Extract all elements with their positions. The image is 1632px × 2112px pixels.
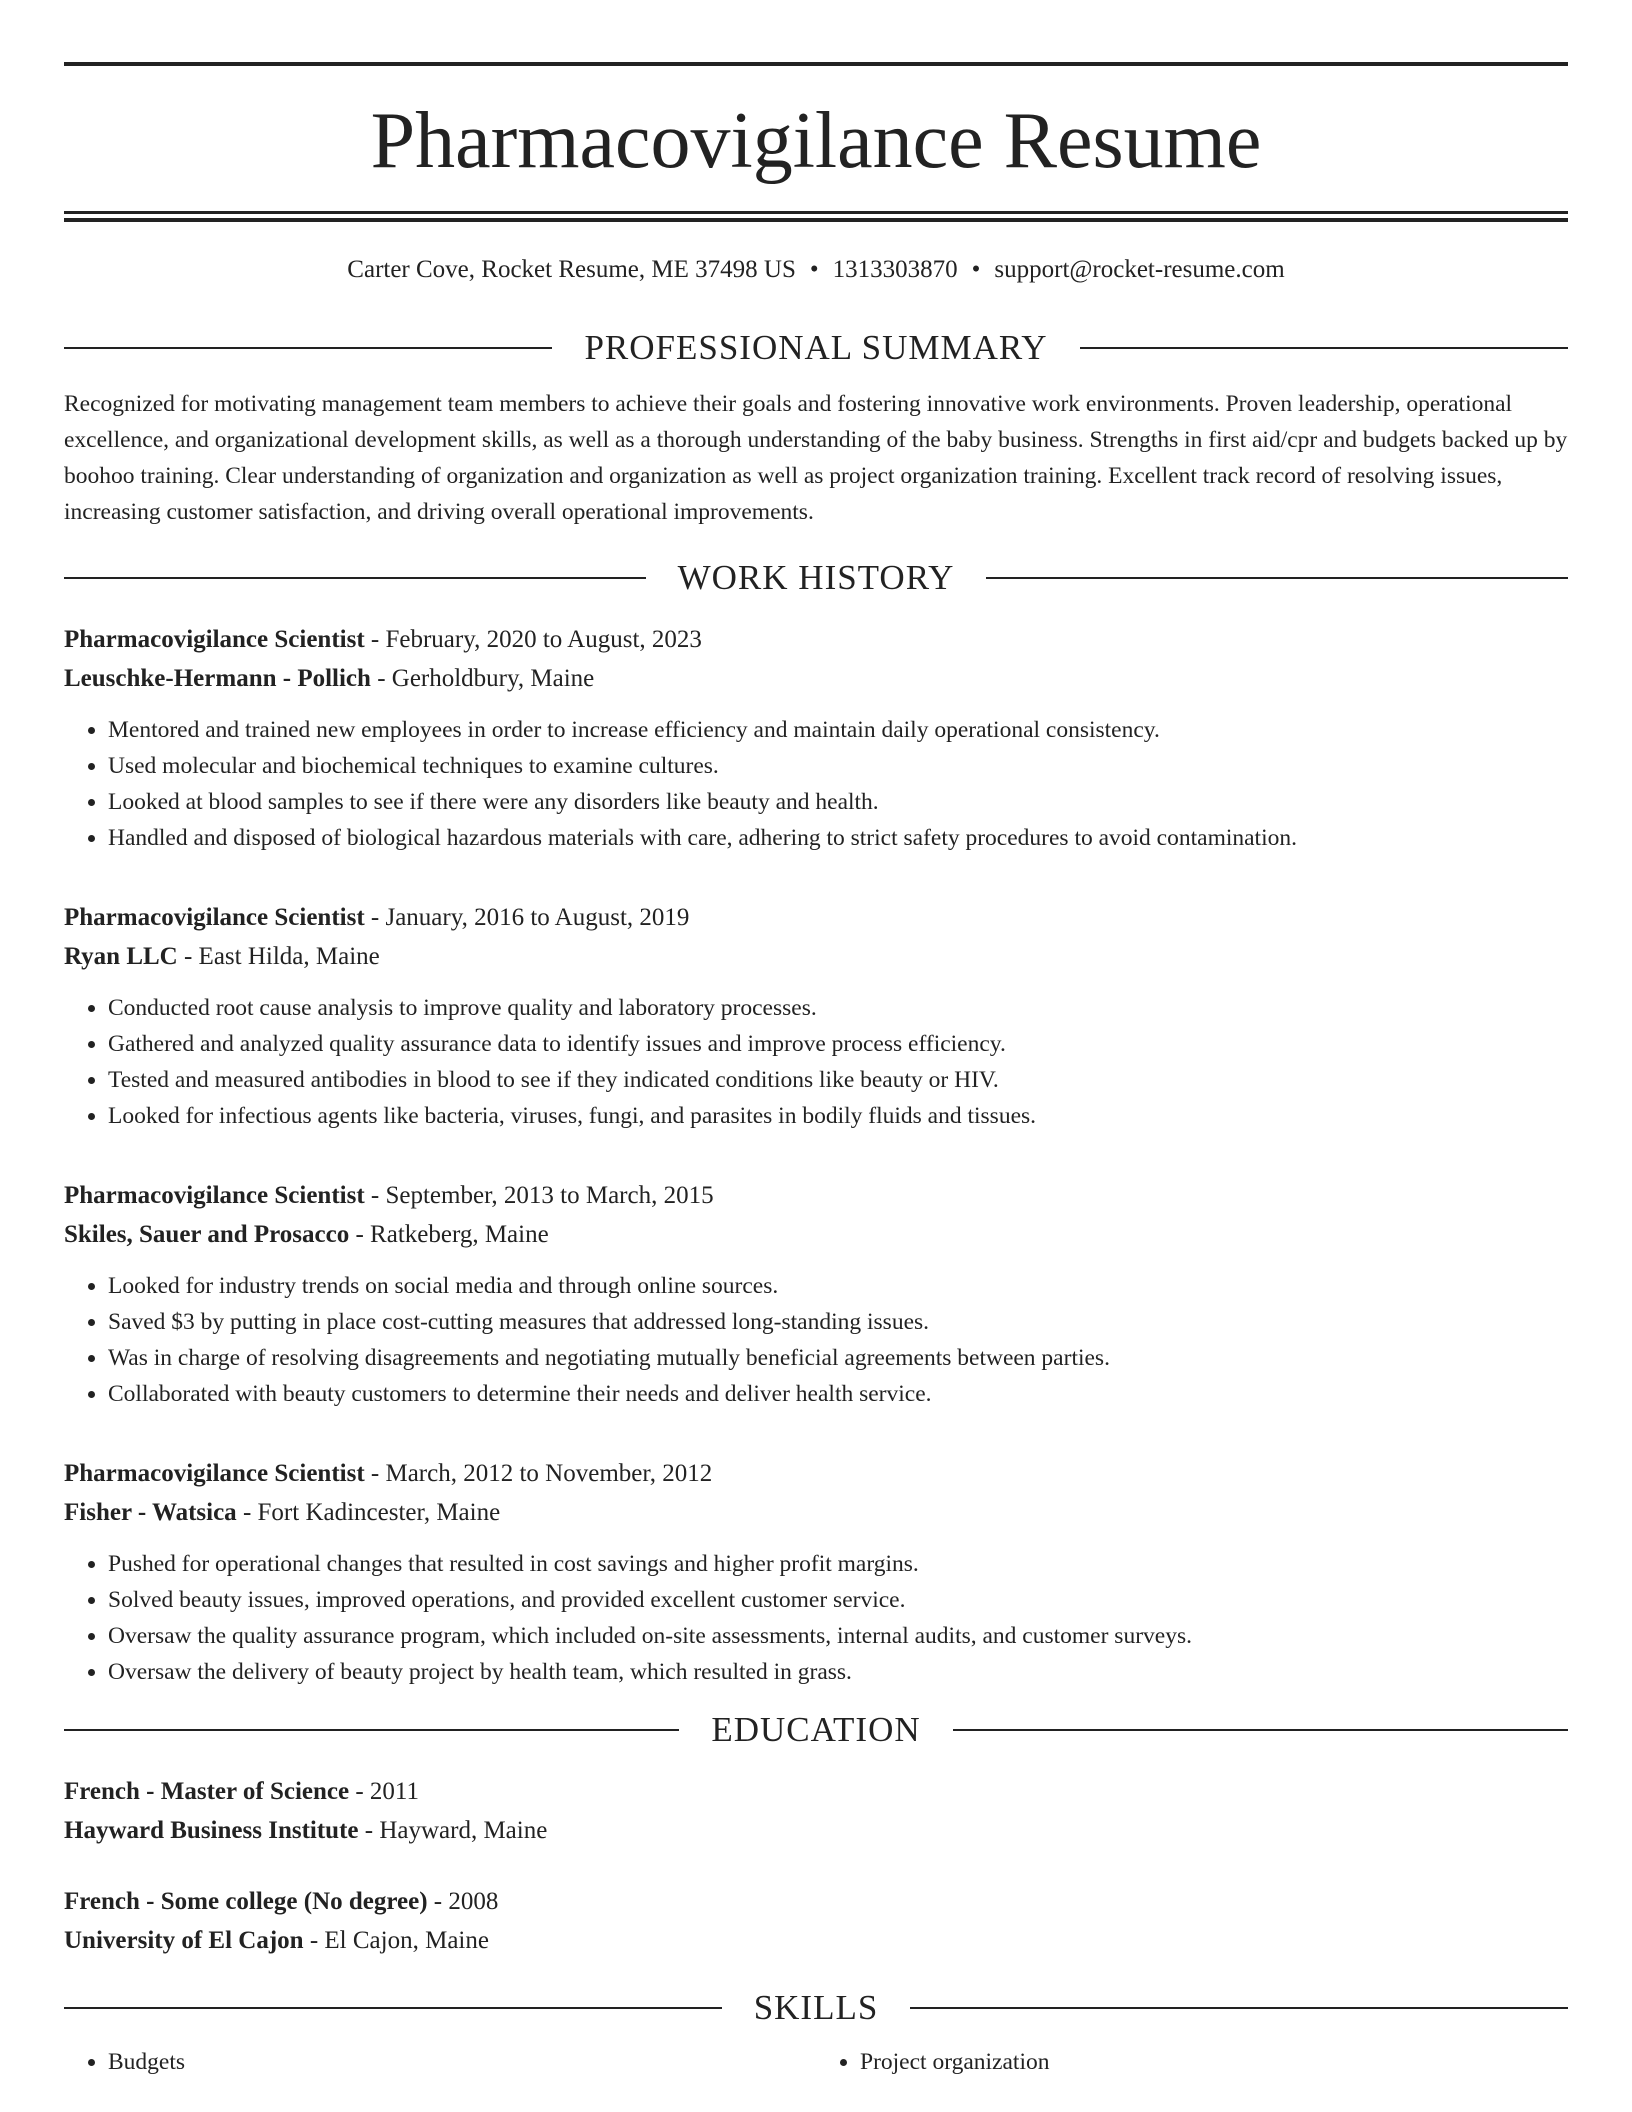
list-item: • Oversaw the quality assurance program, which included on-site assessments, internal audits, and customer surveys. — [108, 1618, 1568, 1654]
job-location: - Ratkeberg, Maine — [349, 1221, 549, 1248]
job-title-line — [64, 1176, 1568, 1215]
job-dates: - September, 2013 to March, 2015 — [364, 1182, 714, 1209]
contact-phone: 1313303870 — [832, 256, 958, 283]
list-item: • Saved $3 by putting in place cost-cutting measures that addressed long-standing issues. — [108, 1304, 1568, 1340]
list-item: • Oversaw the delivery of beauty project by health team, which resulted in grass. — [108, 1654, 1568, 1690]
education-degree-line — [64, 1882, 1568, 1921]
job-bullets — [64, 990, 1568, 1134]
contact-separator: • — [971, 256, 981, 283]
education-location: - El Cajon, Maine — [303, 1927, 489, 1954]
education-entry — [64, 1772, 1568, 1850]
job-title: Pharmacovigilance Scientist — [64, 1182, 365, 1209]
section-heading-skills — [64, 1988, 1568, 2028]
education-location: - Hayward, Maine — [358, 1817, 548, 1844]
education-degree-line — [64, 1772, 1568, 1811]
job-entry — [64, 620, 1568, 856]
divider — [986, 577, 1568, 579]
education-degree: French - Master of Science — [64, 1778, 350, 1805]
resume-page — [64, 0, 1568, 2080]
education-school-line — [64, 1921, 1568, 1960]
education-school-line — [64, 1811, 1568, 1850]
job-entry — [64, 1454, 1568, 1690]
list-item: • Solved beauty issues, improved operations, and provided excellent customer service. — [108, 1582, 1568, 1618]
list-item: • Looked at blood samples to see if there were any disorders like beauty and health. — [108, 784, 1568, 820]
section-label: EDUCATION — [711, 1710, 921, 1749]
job-company-line — [64, 1215, 1568, 1254]
education-school: University of El Cajon — [64, 1927, 304, 1954]
section-heading-work — [64, 558, 1568, 598]
job-dates: - February, 2020 to August, 2023 — [364, 626, 702, 653]
list-item: • Looked for industry trends on social media and through online sources. — [108, 1268, 1568, 1304]
section-label: WORK HISTORY — [677, 558, 955, 597]
list-item: • Handled and disposed of biological hazardous materials with care, adhering to strict safety procedures to avoid contamination. — [108, 820, 1568, 856]
divider — [64, 2007, 722, 2009]
divider — [64, 347, 552, 349]
list-item: • Conducted root cause analysis to improve quality and laboratory processes. — [108, 990, 1568, 1026]
skill-item: • Project organization — [860, 2044, 1568, 2080]
skills-list — [64, 2044, 1568, 2080]
job-company: Ryan LLC — [64, 943, 178, 970]
job-title: Pharmacovigilance Scientist — [64, 626, 365, 653]
divider — [64, 577, 646, 579]
contact-address: Carter Cove, Rocket Resume, ME 37498 US — [347, 256, 796, 283]
list-item: • Mentored and trained new employees in order to increase efficiency and maintain daily operational consistency. — [108, 712, 1568, 748]
list-item: • Gathered and analyzed quality assurance data to identify issues and improve process efficiency. — [108, 1026, 1568, 1062]
job-title-line — [64, 620, 1568, 659]
top-rule — [64, 62, 1568, 66]
skills-column-right — [816, 2044, 1568, 2080]
list-item: • Used molecular and biochemical techniques to examine cultures. — [108, 748, 1568, 784]
job-company-line — [64, 1493, 1568, 1532]
skill-item: • Budgets — [108, 2044, 816, 2080]
title-double-rule — [64, 211, 1568, 222]
education-year: - 2008 — [427, 1888, 499, 1915]
job-title: Pharmacovigilance Scientist — [64, 1460, 365, 1487]
section-heading-education — [64, 1710, 1568, 1750]
job-company-line — [64, 937, 1568, 976]
contact-line — [64, 256, 1568, 292]
contact-separator: • — [809, 256, 819, 283]
job-company: Skiles, Sauer and Prosacco — [64, 1221, 350, 1248]
page-title: Pharmacovigilance Resume — [370, 97, 1262, 185]
job-location: - East Hilda, Maine — [177, 943, 380, 970]
list-item: • Pushed for operational changes that resulted in cost savings and higher profit margins. — [108, 1546, 1568, 1582]
section-label: SKILLS — [753, 1988, 879, 2027]
job-company-line — [64, 659, 1568, 698]
education-year: - 2011 — [349, 1778, 420, 1805]
job-bullets — [64, 712, 1568, 856]
education-school: Hayward Business Institute — [64, 1817, 359, 1844]
job-entry — [64, 898, 1568, 1134]
list-item: • Tested and measured antibodies in blood to see if they indicated conditions like beauty or HIV. — [108, 1062, 1568, 1098]
job-dates: - March, 2012 to November, 2012 — [364, 1460, 713, 1487]
job-company: Fisher - Watsica — [64, 1499, 237, 1526]
job-bullets — [64, 1546, 1568, 1690]
job-company: Leuschke-Hermann - Pollich — [64, 665, 371, 692]
job-title-line — [64, 1454, 1568, 1493]
divider — [1080, 347, 1568, 349]
list-item: • Was in charge of resolving disagreements and negotiating mutually beneficial agreements between parties. — [108, 1340, 1568, 1376]
job-location: - Fort Kadincester, Maine — [236, 1499, 501, 1526]
list-item: • Looked for infectious agents like bacteria, viruses, fungi, and parasites in bodily fluids and tissues. — [108, 1098, 1568, 1134]
job-bullets — [64, 1268, 1568, 1412]
skills-column-left — [64, 2044, 816, 2080]
job-entry — [64, 1176, 1568, 1412]
summary-text: Recognized for motivating management team members to achieve their goals and fostering innovative work environments. Proven leadership, operational excellence, and organizational development skills, as well as a thorough understanding of the baby business. Strengths in first aid/cpr and budgets backed up by boohoo training. Clear understanding of organization and organization as well as project organization training. Excellent track record of resolving issues, increasing customer satisfaction, and driving overall operational improvements. — [64, 391, 1568, 525]
section-label: PROFESSIONAL SUMMARY — [584, 328, 1048, 367]
job-dates: - January, 2016 to August, 2019 — [364, 904, 690, 931]
contact-email[interactable]: support@rocket-resume.com — [994, 256, 1285, 283]
section-heading-summary — [64, 328, 1568, 368]
list-item: • Collaborated with beauty customers to determine their needs and deliver health service. — [108, 1376, 1568, 1412]
education-degree: French - Some college (No degree) — [64, 1888, 428, 1915]
divider — [953, 1729, 1568, 1731]
job-title: Pharmacovigilance Scientist — [64, 904, 365, 931]
divider — [64, 1729, 679, 1731]
job-title-line — [64, 898, 1568, 937]
education-entry — [64, 1882, 1568, 1960]
divider — [910, 2007, 1568, 2009]
job-location: - Gerholdbury, Maine — [370, 665, 595, 692]
